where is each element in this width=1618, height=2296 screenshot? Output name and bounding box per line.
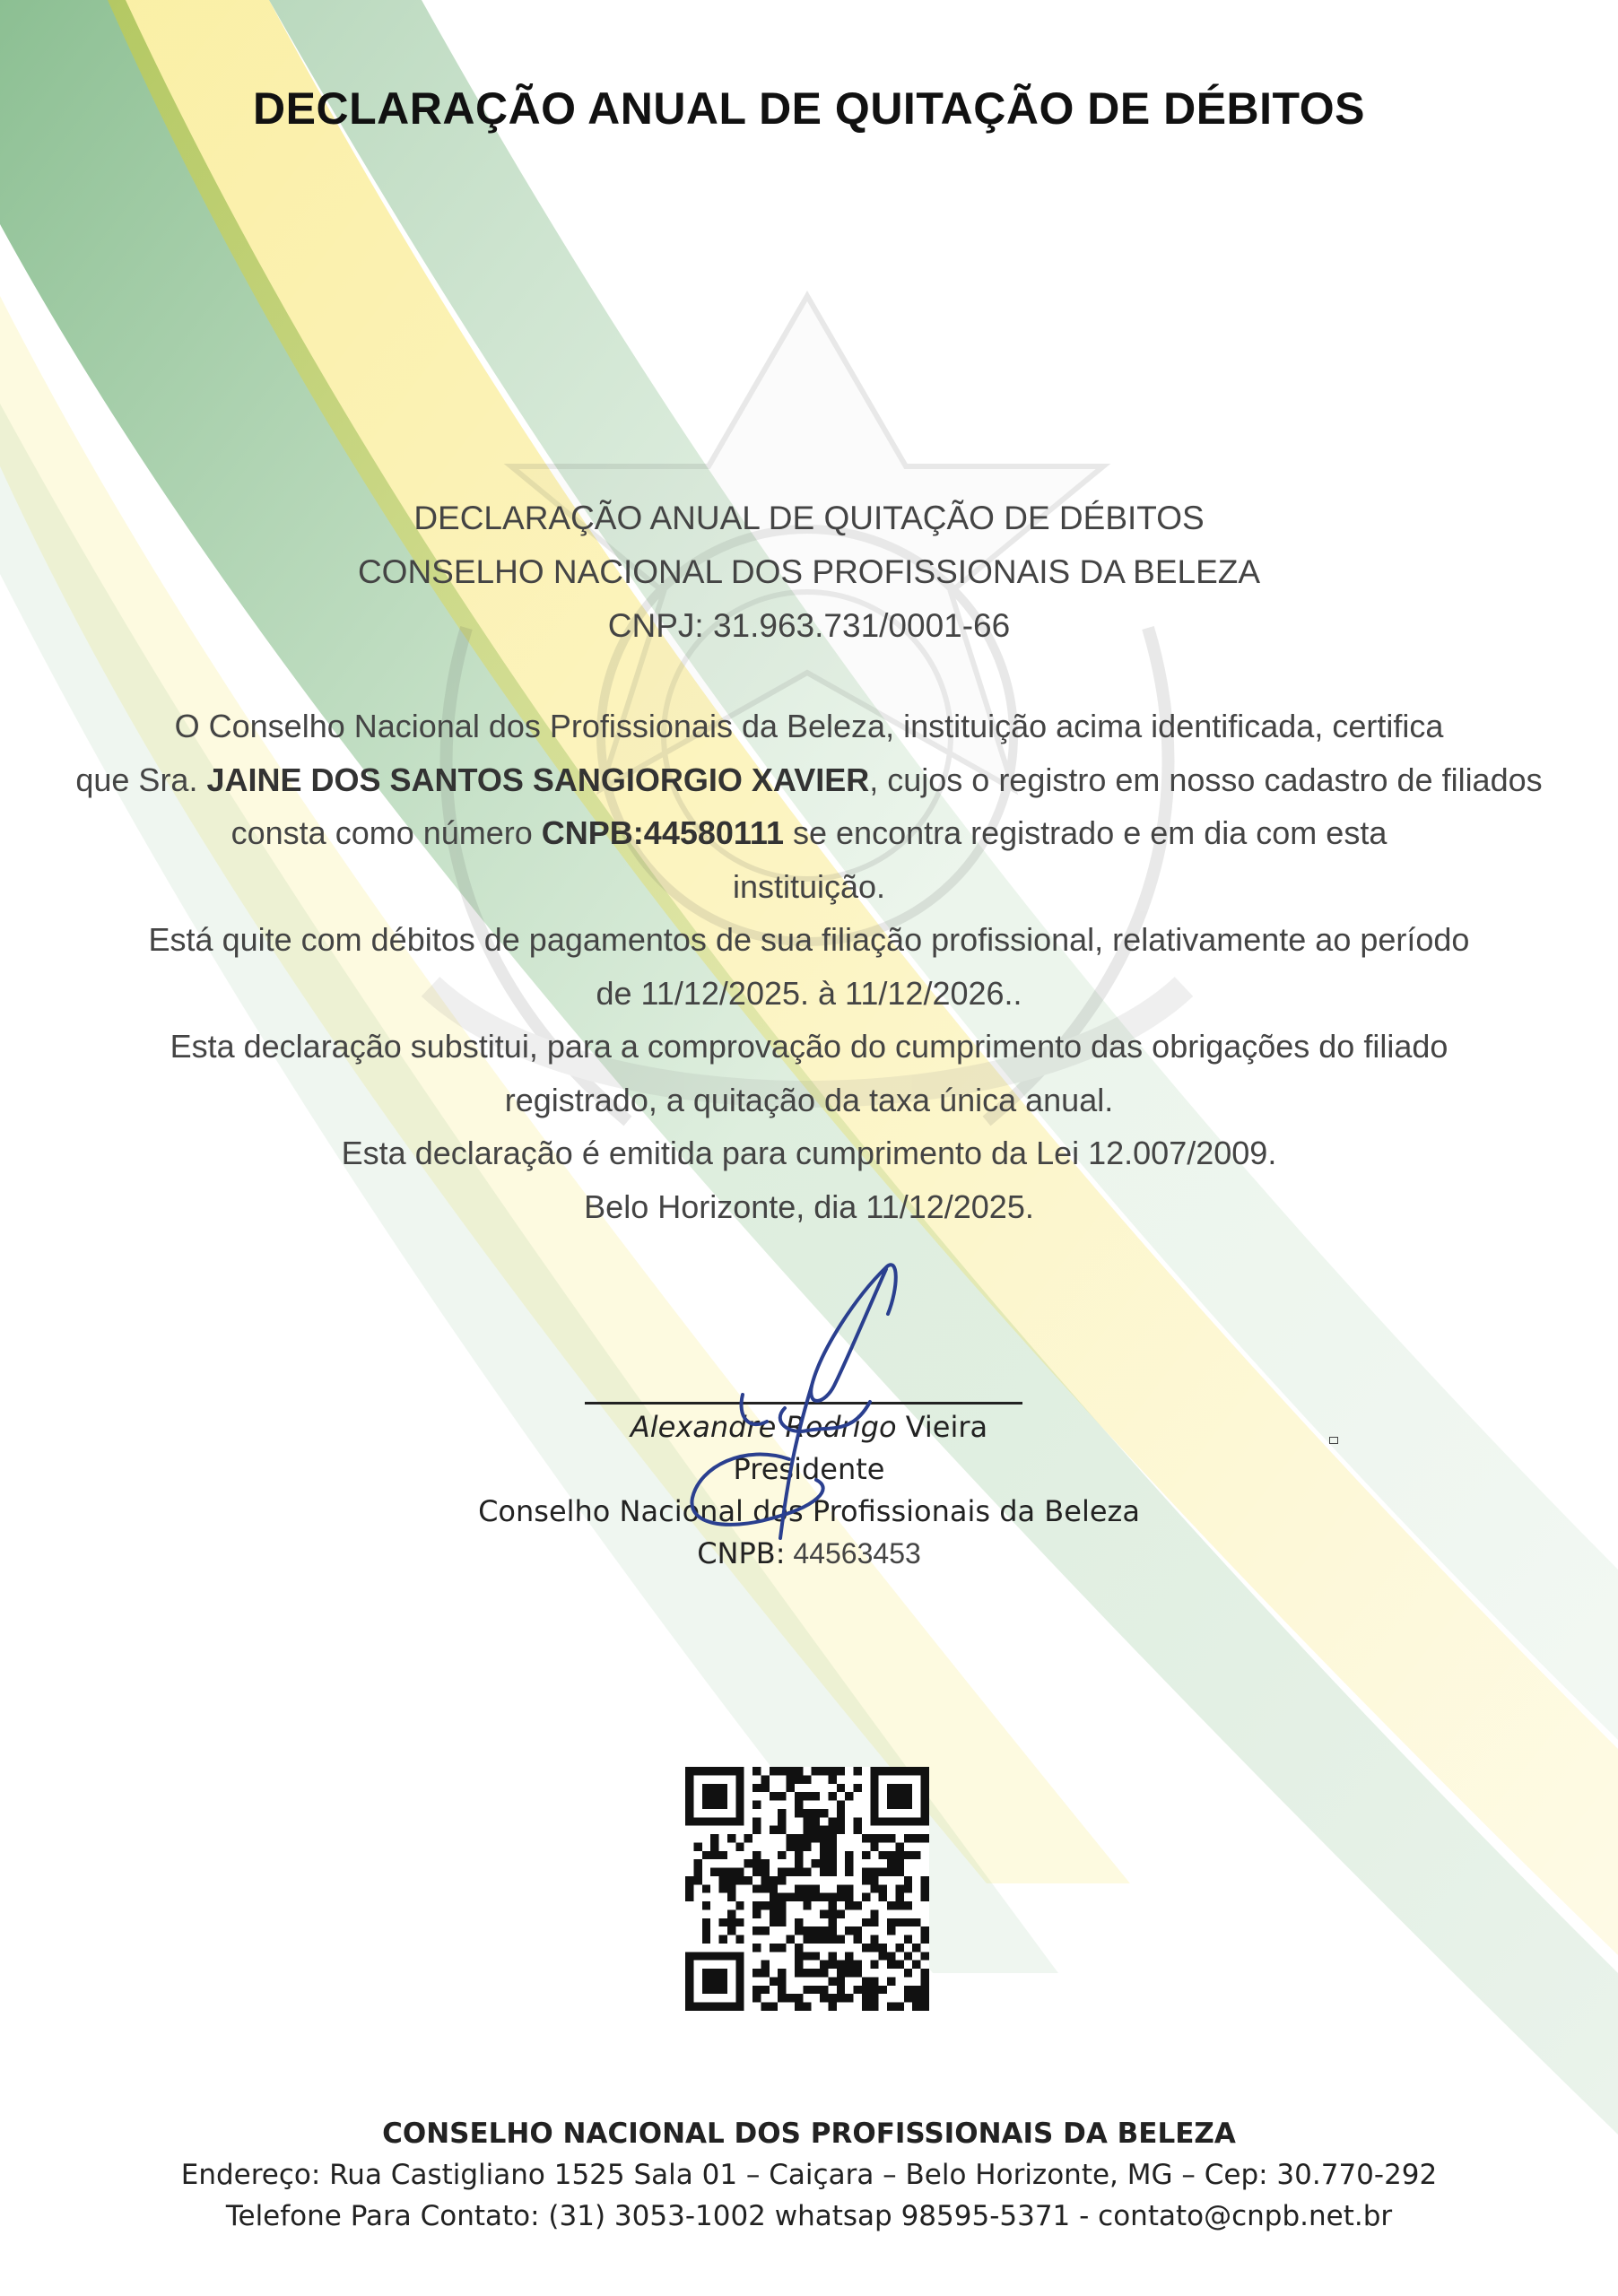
small-marker-icon [1329, 1437, 1338, 1444]
body-line: registrado, a quitação da taxa única anual. [504, 1081, 1114, 1118]
member-cnpb: CNPB:44580111 [541, 814, 784, 851]
member-name: JAINE DOS SANTOS SANGIORGIO XAVIER [206, 761, 870, 798]
body-line-member [0, 753, 1618, 807]
header-line-2: CONSELHO NACIONAL DOS PROFISSIONAIS DA BELEZA [357, 553, 1261, 590]
header-line-1: DECLARAÇÃO ANUAL DE QUITAÇÃO DE DÉBITOS [413, 500, 1205, 536]
body-line-registration [0, 806, 1618, 860]
body-line: Esta declaração substitui, para a comprovação do cumprimento das obrigações do filiado [170, 1028, 1448, 1065]
body-line: Está quite com débitos de pagamentos de sua filiação profissional, relativamente ao período [148, 921, 1470, 958]
footer-contact: Telefone Para Contato: (31) 3053-1002 whatsap 98595-5371 - contato@cnpb.net.br [225, 2200, 1393, 2232]
document-header [0, 491, 1618, 653]
body-line: O Conselho Nacional dos Profissionais da Beleza, instituição acima identificada, certifica [174, 708, 1444, 744]
declaration-body [0, 700, 1618, 1233]
signer-cnpb-label: CNPB: [697, 1536, 786, 1570]
footer-address: Endereço: Rua Castigliano 1525 Sala 01 – Caiçara – Belo Horizonte, MG – Cep: 30.770-292 [180, 2159, 1438, 2191]
signer-cnpb-value: 44563453 [785, 1537, 921, 1570]
body-line-date: Belo Horizonte, dia 11/12/2025. [584, 1187, 1034, 1225]
handwritten-signature-icon [664, 1251, 924, 1547]
signer-role: Presidente [733, 1452, 885, 1486]
qr-code-icon[interactable] [685, 1767, 929, 2011]
body-line-law: Esta declaração é emitida para cumprimento da Lei 12.007/2009. [341, 1135, 1277, 1171]
body-text: consta como número [231, 814, 542, 851]
signer-name-italic: Alexandre Rodrigo [630, 1410, 897, 1444]
footer [0, 2113, 1618, 2237]
document-title: DECLARAÇÃO ANUAL DE QUITAÇÃO DE DÉBITOS [253, 83, 1365, 134]
body-text: que Sra. [75, 761, 207, 798]
body-line-period: de 11/12/2025. à 11/12/2026.. [596, 974, 1022, 1012]
header-cnpj: CNPJ: 31.963.731/0001-66 [607, 607, 1011, 644]
body-line: instituição. [732, 867, 886, 905]
signer-name-rest: Vieira [896, 1410, 988, 1444]
footer-organization: CONSELHO NACIONAL DOS PROFISSIONAIS DA BELEZA [382, 2118, 1236, 2150]
signer-organization: Conselho Nacional dos Profissionais da Beleza [478, 1494, 1140, 1528]
body-text: , cujos o registro em nosso cadastro de filiados [869, 761, 1543, 798]
body-text: se encontra registrado e em dia com esta [784, 814, 1387, 851]
